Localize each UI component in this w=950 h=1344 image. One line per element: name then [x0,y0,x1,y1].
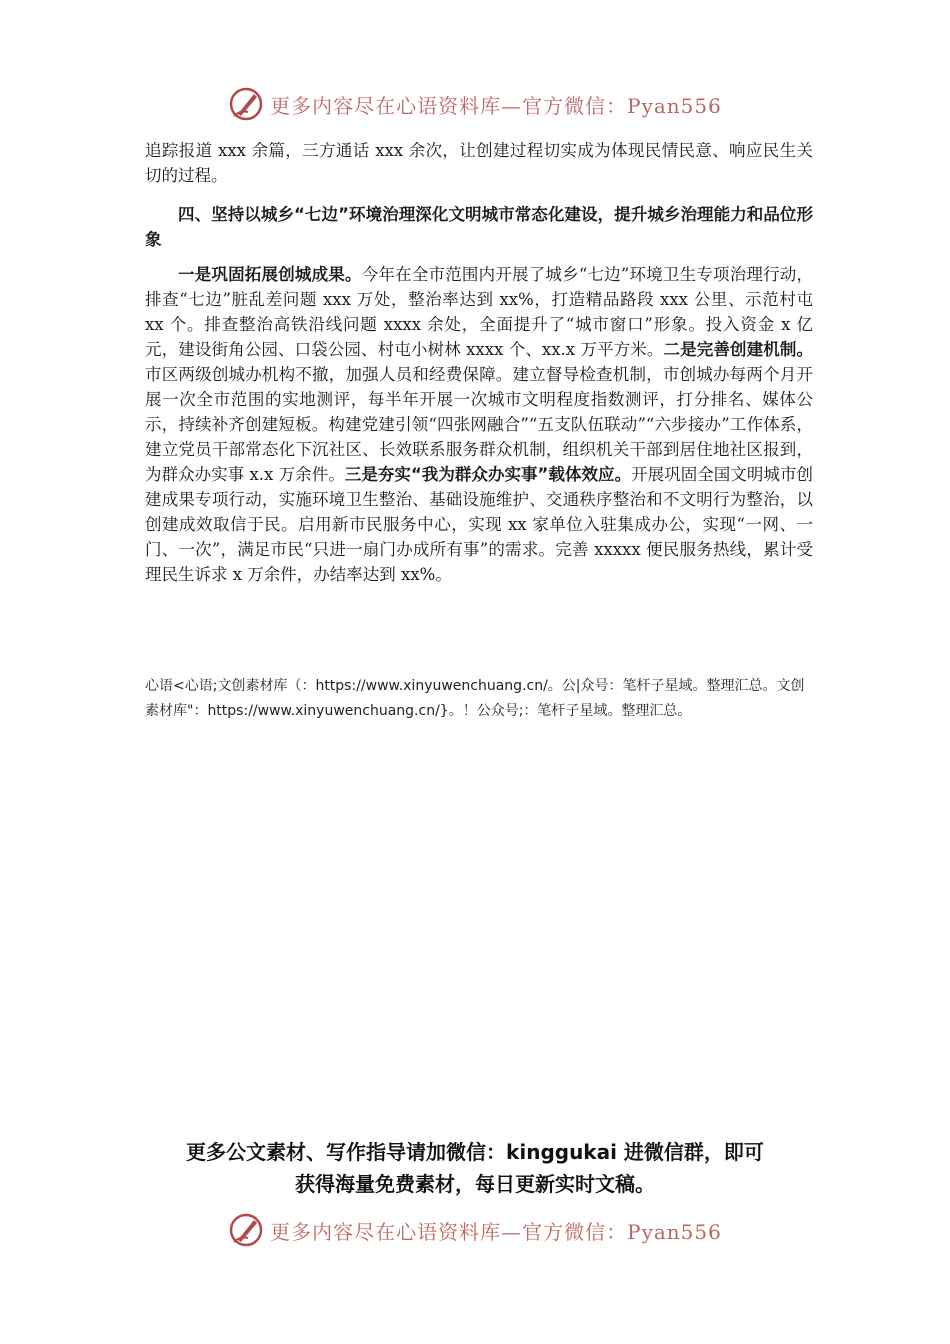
promo-line-1: 更多公文素材、写作指导请加微信：kinggukai 进微信群，即可 [186,1140,764,1164]
point-2-lead: 二是完善创建机制。 [663,340,813,359]
document-body [145,138,813,587]
point-1-text: 今年在全市范围内开展了城乡“七边”环境卫生专项治理行动，排查“七边”脏乱差问题 xxx 万处，整治率达到 xx%，打造精品路段 xxx 公里、示范村屯 xx 个。排查整治高铁沿线问题 xxxx 余处，全面提升了“城市窗口”形象。投入资金 x 亿元，建设街角公园、口袋公园、村屯小树林 xxxx 个、xx.x 万平方米。 [145,265,814,359]
point-3-lead: 三是夯实“我为群众办实事”载体效应。 [344,465,632,484]
header-banner [0,82,950,126]
footer-banner [0,1208,950,1252]
paragraph-main [145,262,813,587]
footer-banner-text: 更多内容尽在心语资料库—官方微信：Pyan556 [270,1219,722,1244]
pen-logo-icon [228,1212,264,1248]
point-1-lead: 一是巩固拓展创城成果。 [178,265,362,284]
pen-logo-icon [228,86,264,122]
point-2-text: 市区两级创城办机构不撤，加强人员和经费保障。建立督导检查机制，市创城办每两个月开展一次全市范围的实地测评，每半年开展一次城市文明程度指数测评，打分排名、媒体公示，持续补齐创建短板。构建党建引领“四张网融合”“五支队伍联动”“六步接办”工作体系，建立党员干部常态化下沉社区、长效联系服务群众机制，组织机关干部到居住地社区报到，为群众办实事 x.x 万余件。 [145,365,813,484]
promo-block [130,1136,820,1200]
header-banner-text: 更多内容尽在心语资料库—官方微信：Pyan556 [270,93,722,118]
point-3-text: 开展巩固全国文明城市创建成果专项行动，实施环境卫生整治、基础设施维护、交通秩序整治和不文明行为整治，以创建成效取信于民。启用新市民服务中心，实现 xx 家单位入驻集成办公，实现“一网、一门、一次”，满足市民“只进一扇门办成所有事”的需求。完善 xxxxx 便民服务热线，累计受理民生诉求 x 万余件，办结率达到 xx%。 [145,465,813,584]
paragraph-continued: 追踪报道 xxx 余篇，三方通话 xxx 余次，让创建过程切实成为体现民情民意、响应民生关切的过程。 [145,141,813,185]
source-note: 心语<心语;文创素材库（：https://www.xinyuwenchuang.cn/。公|众号：笔杆子星域。整理汇总。文创素材库"：https://www.xinyuwenchuang.cn/}。！公众号;：笔杆子星域。整理汇总。 [145,678,805,719]
promo-line-2: 获得海量免费素材，每日更新实时文稿。 [295,1172,655,1196]
section-heading: 四、坚持以城乡“七边”环境治理深化文明城市常态化建设，提升城乡治理能力和品位形象 [145,205,813,249]
